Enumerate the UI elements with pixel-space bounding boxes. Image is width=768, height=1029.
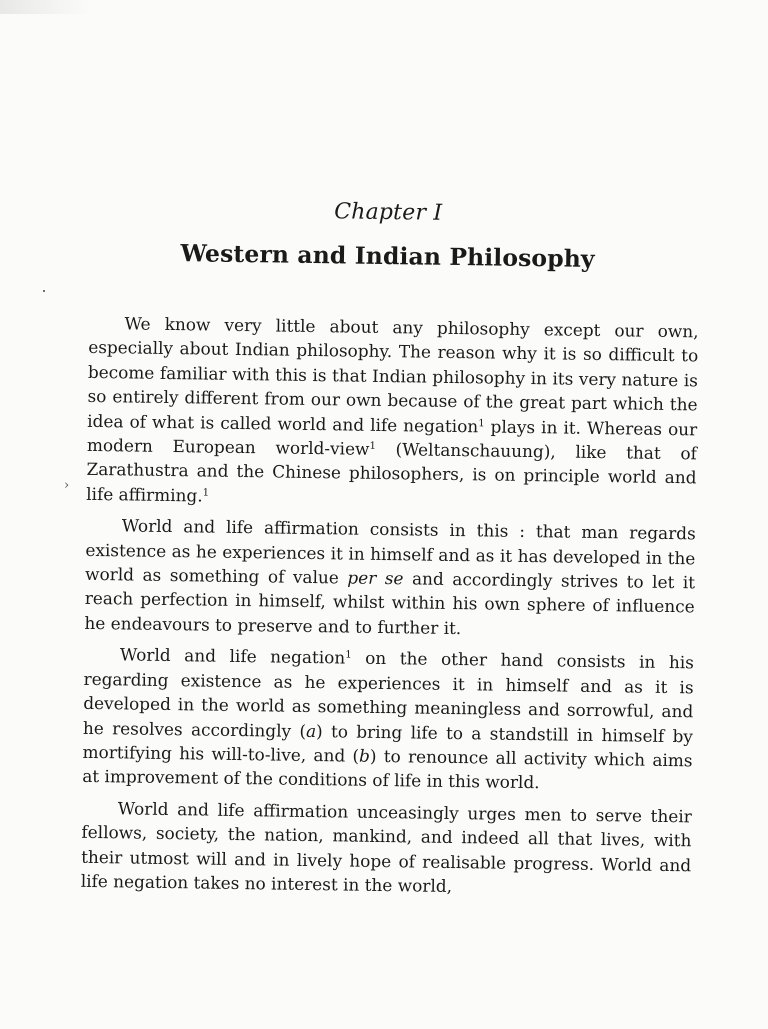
text-span: and accordingly strives to let it reach perfection in himself, whilst within his own sphere of influence he endeavours to preserve and to further it.	[84, 568, 696, 638]
footnote-marker: 1	[369, 440, 376, 452]
text-span: (Weltanschauung), like that of Zarathustra and the Chinese philosophers, is on principle world and life affirming.	[86, 438, 697, 506]
footnote-marker: 1	[345, 649, 352, 661]
footnote-marker: 1	[202, 487, 210, 499]
text-span: plays in it. Whereas our modern European world-view	[86, 416, 698, 459]
text-span: World and life affirmation consists in this : that man regards existence as he experiences it in himself and as it has developed in the world as something of value	[84, 515, 696, 588]
text-span: on the other hand consists in his regarding existence as he experiences it in himself and as it is developed in the world as something meaningless and sorrowful, and he resolves accordingly (	[82, 647, 695, 741]
text-span: World and life affirmation unceasingly urges men to serve their fellows, society, the nation, mankind, and indeed all that lives, with their utmost will and in lively hope of realisable progress. World and life negation takes no interest in the world,	[80, 798, 692, 896]
paragraph-1	[86, 311, 699, 515]
text-span: World and life negation	[119, 644, 346, 668]
paragraph-3	[82, 642, 694, 797]
chapter-title: Western and Indian Philosophy	[180, 239, 595, 273]
italic-phrase: per se	[347, 567, 404, 589]
paragraph-4	[81, 796, 692, 902]
text-span: We know very little about any philosophy except our own, especially about Indian philosophy. The reason why it is so difficult to become familiar with this is that Indian philosophy in its very nature is so entirely different from our own because of the great part which the idea of what is called world and life negation	[87, 313, 699, 436]
italic-letter: b	[358, 745, 371, 766]
text-span: ) to bring life to a standstill in himself by mortifying his will-to-live, and (	[82, 720, 694, 766]
margin-mark: ›	[64, 478, 70, 493]
italic-letter: a	[305, 720, 317, 741]
paragraph-2	[84, 513, 696, 644]
text-span: ) to renounce all activity which aims at improvement of the conditions of life in this world.	[82, 745, 693, 793]
body-text	[81, 311, 699, 909]
chapter-label: Chapter I	[333, 199, 443, 226]
footnote-marker: 1	[478, 417, 485, 430]
